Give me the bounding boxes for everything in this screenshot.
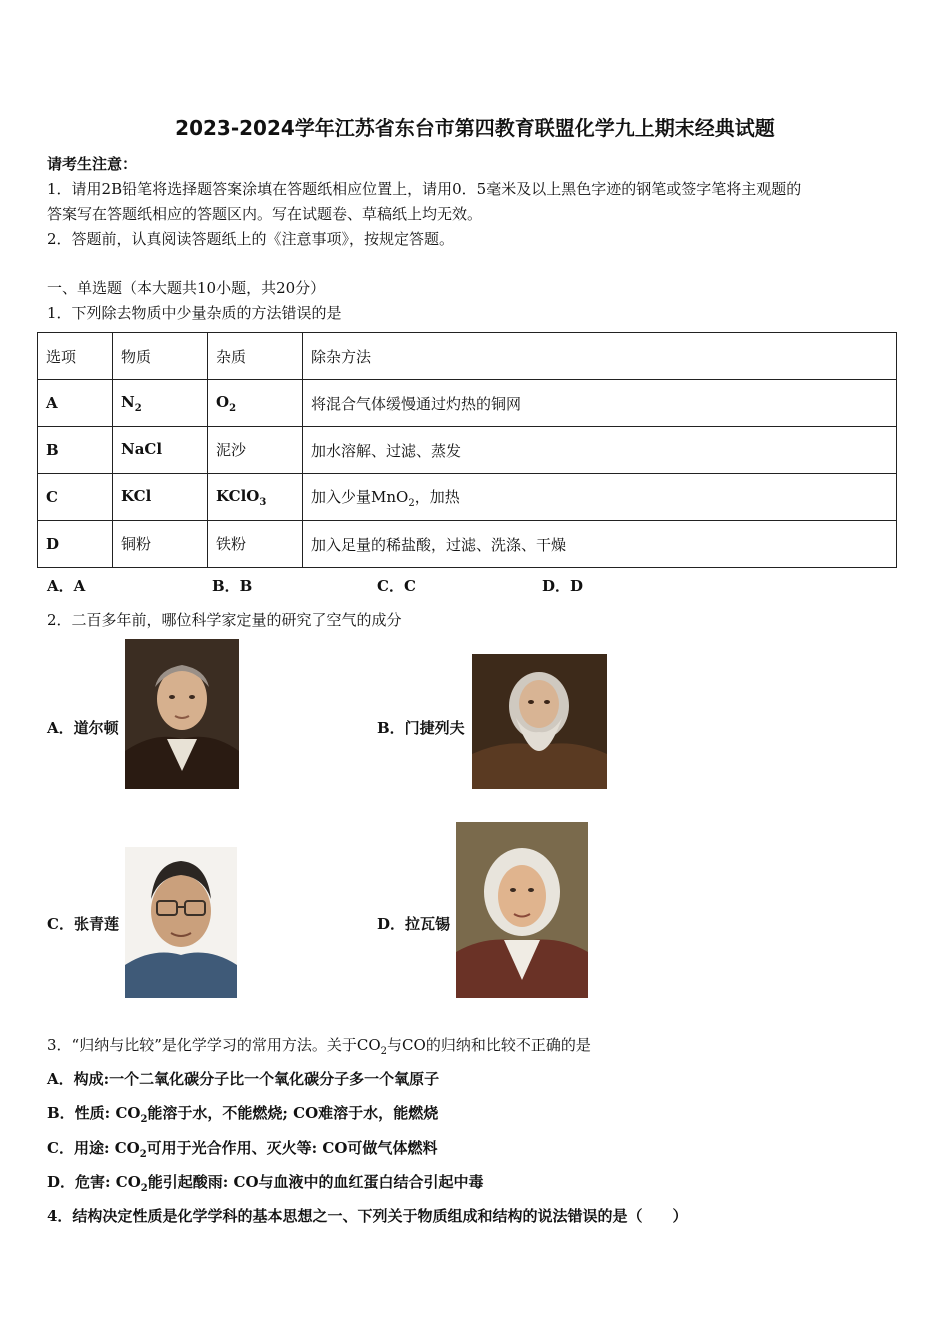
table-header-row: [38, 333, 897, 380]
q1-choice-d[interactable]: D．D: [542, 577, 584, 595]
q1-table: [37, 332, 897, 568]
substance-cell: $N_2$: [113, 380, 208, 427]
impurity-cell: 泥沙: [208, 427, 303, 474]
notice-heading: 请考生注意：: [47, 155, 138, 173]
zhang-qinglian-portrait: [125, 847, 237, 998]
q2-option-b[interactable]: B．门捷列夫: [377, 719, 465, 737]
substance-cell: 铜粉: [113, 521, 208, 568]
q4-stem: 4．结构决定性质是化学学科的基本思想之一、下列关于物质组成和结构的说法错误的是（ ）: [47, 1207, 688, 1225]
notice-line1: 1．请用2B铅笔将选择题答案涂填在答题纸相应位置上，请用0．5毫米及以上黑色字迹的钢笔或签字笔将主观题的: [47, 180, 802, 198]
q3-option-a[interactable]: A．构成:一个二氧化碳分子比一个氧化碳分子多一个氧原子: [47, 1070, 440, 1088]
method-cell: 加入足量的稀盐酸，过滤、洗涤、干燥: [303, 521, 897, 568]
header-cell: 选项: [38, 333, 113, 380]
table-row: [38, 521, 897, 568]
table-row: [38, 380, 897, 427]
header-cell: 杂质: [208, 333, 303, 380]
q3-option-b[interactable]: B．性质: $CO_2$能溶于水，不能燃烧; CO难溶于水，能燃烧: [47, 1104, 439, 1125]
q1-choice-b[interactable]: B．B: [212, 577, 253, 595]
table-row: [38, 427, 897, 474]
q3-stem: 3．“归纳与比较”是化学学习的常用方法。关于$CO_2$与CO的归纳和比较不正确的是: [47, 1036, 591, 1057]
q3-option-d[interactable]: D．危害: $CO_2$能引起酸雨: CO与血液中的血红蛋白结合引起中毒: [47, 1173, 484, 1194]
header-cell: 除杂方法: [303, 333, 897, 380]
q2-option-d[interactable]: D．拉瓦锡: [377, 915, 451, 933]
q2-option-a[interactable]: A．道尔顿: [47, 719, 119, 737]
page-title: 2023-2024学年江苏省东台市第四教育联盟化学九上期末经典试题: [175, 116, 775, 140]
mendeleev-portrait: [472, 654, 607, 789]
notice-line1-cont: 答案写在答题纸相应的答题区内。写在试题卷、草稿纸上均无效。: [47, 205, 483, 223]
dalton-portrait: [125, 639, 239, 789]
method-cell: 将混合气体缓慢通过灼热的铜网: [303, 380, 897, 427]
q3-option-c[interactable]: C．用途: $CO_2$可用于光合作用、灭火等: CO可做气体燃料: [47, 1139, 438, 1160]
option-cell: B: [38, 427, 113, 474]
section-heading: 一、单选题（本大题共10小题，共20分）: [47, 279, 326, 297]
table-row: [38, 474, 897, 521]
impurity-cell: KClO$_3$: [208, 474, 303, 521]
impurity-cell: 铁粉: [208, 521, 303, 568]
method-cell: 加水溶解、过滤、蒸发: [303, 427, 897, 474]
lavoisier-portrait: [456, 822, 588, 998]
q1-choice-a[interactable]: A．A: [47, 577, 86, 595]
q2-option-c[interactable]: C．张青莲: [47, 915, 119, 933]
impurity-cell: $O_2$: [208, 380, 303, 427]
substance-cell: NaCl: [113, 427, 208, 474]
q1-choice-c[interactable]: C．C: [377, 577, 416, 595]
option-cell: A: [38, 380, 113, 427]
notice-line2: 2．答题前，认真阅读答题纸上的《注意事项》，按规定答题。: [47, 230, 455, 248]
option-cell: D: [38, 521, 113, 568]
method-cell: 加入少量MnO$_2$，加热: [303, 474, 897, 521]
q1-stem: 1．下列除去物质中少量杂质的方法错误的是: [47, 304, 342, 322]
option-cell: C: [38, 474, 113, 521]
substance-cell: KCl: [113, 474, 208, 521]
header-cell: 物质: [113, 333, 208, 380]
q2-stem: 2．二百多年前，哪位科学家定量的研究了空气的成分: [47, 611, 402, 629]
